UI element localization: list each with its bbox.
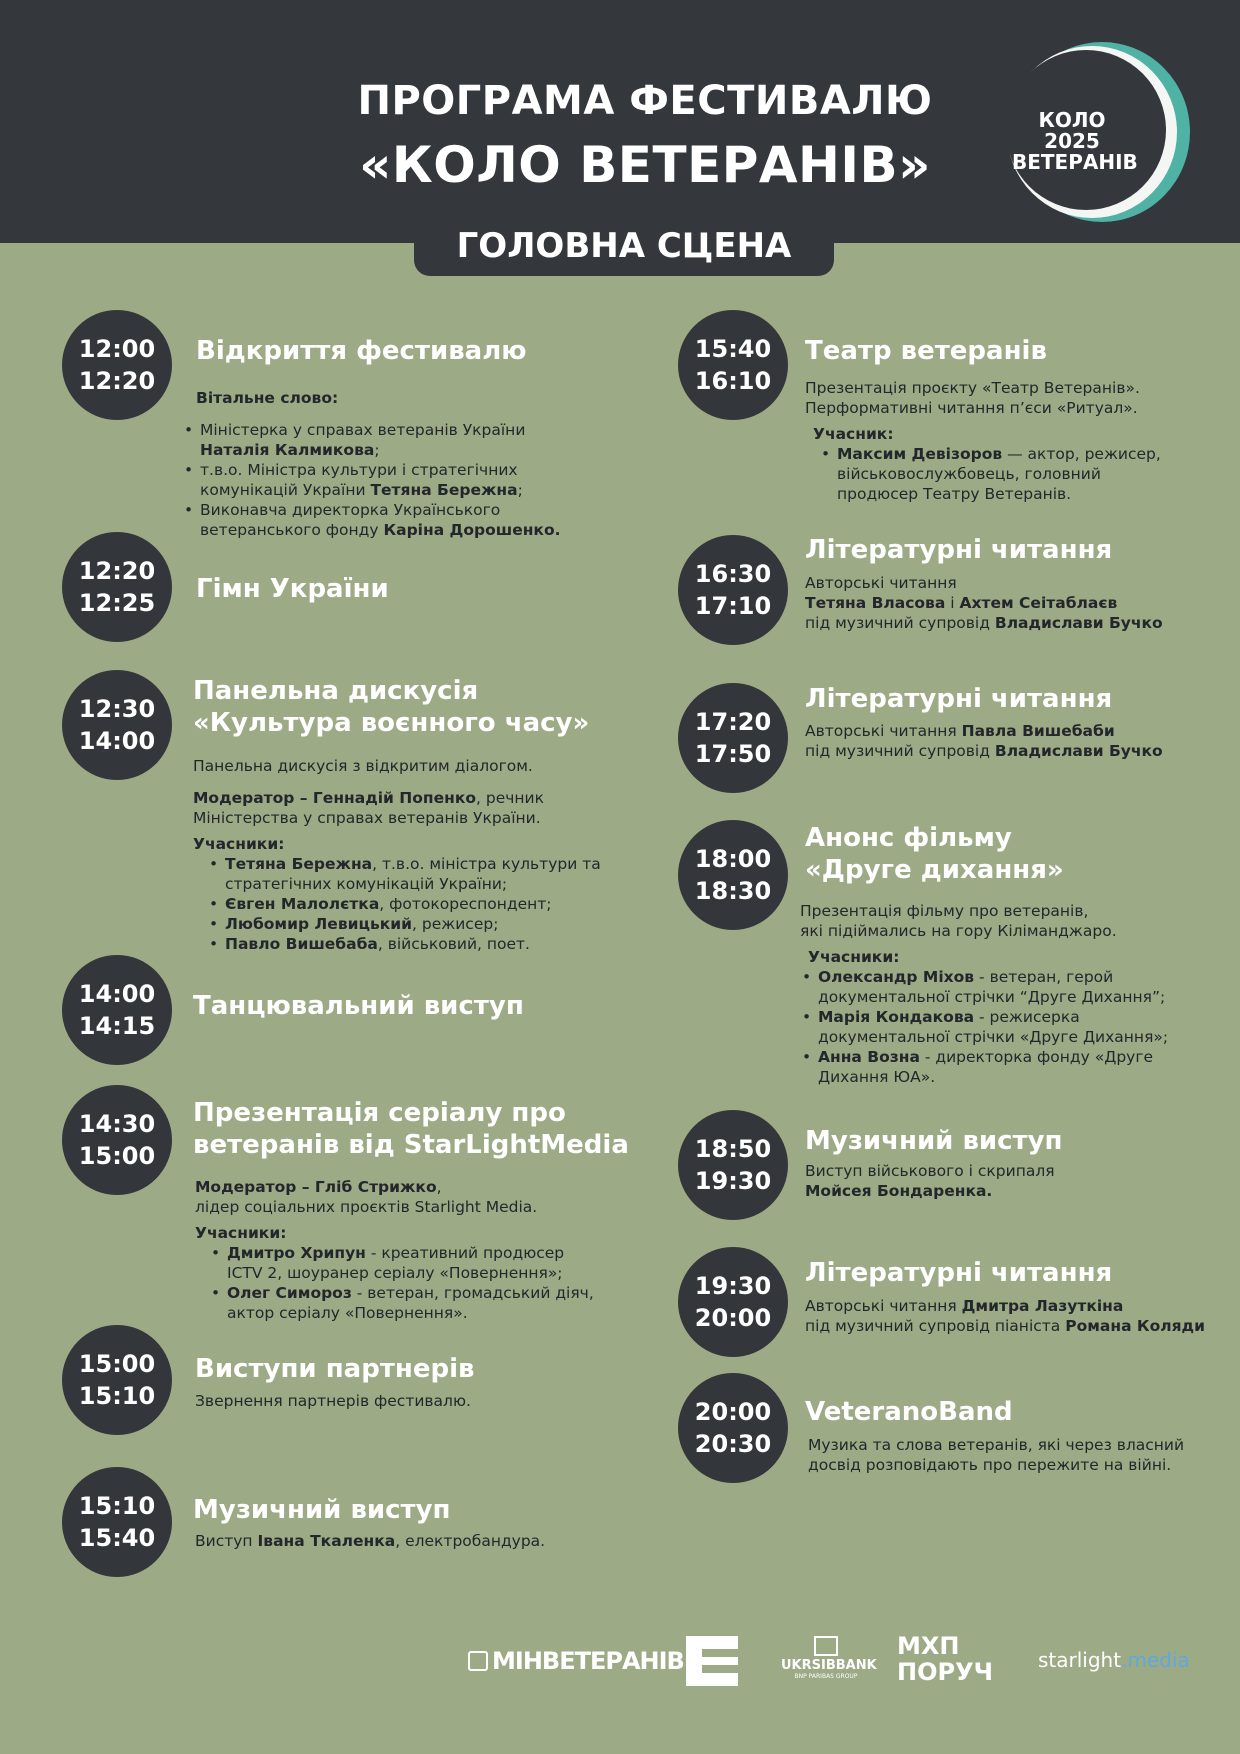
event-description: Авторські читання Дмитра Лазуткіна під музичний супровід піаніста Романа Коляди <box>805 1297 1205 1335</box>
emblem-icon <box>468 1651 488 1671</box>
ukrsibbank-emblem-icon <box>814 1636 838 1656</box>
time-badge: 16:30 17:10 <box>678 535 788 645</box>
stage-label: ГОЛОВНА СЦЕНА <box>414 216 834 276</box>
event-description: Виступ Івана Ткаленка, електробандура. <box>195 1532 546 1550</box>
list-item: • Марія Кондакова - режисерка документальної стрічки «Друге Дихання»; <box>800 1007 1168 1047</box>
event-title: Відкриття фестивалю <box>196 336 527 366</box>
ukrsibbank-logo: UKRSIBBANK BNP PARIBAS GROUP <box>781 1636 871 1680</box>
time-badge: 17:20 17:50 <box>678 683 788 793</box>
event-description: Модератор – Гліб Стрижко, лідер соціальних проєктів Starlight Media. Учасники: • Дмитро Хрипун - креативний продюсер ICTV 2, шоуранер серіалу «Повернення»; • Олег Симороз - ветеран, громадський діяч, актор серіалу «Повернення». <box>195 1177 594 1323</box>
event-title: Гімн України <box>196 574 389 604</box>
list-item: • Євген Малолєтка, фотокореспондент; <box>207 894 601 914</box>
event-description: Вітальне слово: • Міністерка у справах ветеранів України Наталія Калмикова; • т.в.о. Міністра культури і стратегічних комунікацій України Тетяна Бережна; • Виконавча директорка Українського ветеранського фонду Каріна Дорошенко. <box>196 388 561 540</box>
list-item: • Олег Симороз - ветеран, громадський діяч, актор серіалу «Повернення». <box>209 1283 594 1323</box>
event-description: Музика та слова ветеранів, які через власний досвід розповідають про пережите на війні. <box>808 1436 1185 1474</box>
list-item: • Міністерка у справах ветеранів України Наталія Калмикова; <box>182 420 561 460</box>
time-badge: 12:00 12:20 <box>62 310 172 420</box>
event-description: Виступ військового і скрипаля Мойсея Бондаренка. <box>805 1162 1055 1200</box>
time-badge: 18:00 18:30 <box>678 820 788 930</box>
page-title: ПРОГРАМА ФЕСТИВАЛЮ <box>357 78 933 124</box>
list-item: • Максим Девізоров — актор, режисер, військовослужбовець, головний продюсер Театру Ветеранів. <box>819 444 1161 504</box>
event-description: Презентація проєкту «Театр Ветеранів». Перформативні читання п’єси «Ритуал». Учасник: • Максим Девізоров — актор, режисер, військовослужбовець, головний продюсер Театру Ветеранів. <box>805 378 1161 504</box>
minveteraniv-logo: МІНВЕТЕРАНІВ <box>468 1647 684 1675</box>
starlight-media-logo: starlight.media <box>1038 1648 1190 1672</box>
list-item: • Тетяна Бережна, т.в.о. міністра культури та стратегічних комунікацій України; <box>207 854 601 894</box>
event-title: Літературні читання <box>805 684 1113 714</box>
event-title: Літературні читання <box>805 535 1113 565</box>
time-badge: 12:20 12:25 <box>62 532 172 642</box>
event-title: Анонс фільму «Друге дихання» <box>805 823 1064 885</box>
time-badge: 20:00 20:30 <box>678 1373 788 1483</box>
time-badge: 18:50 19:30 <box>678 1110 788 1220</box>
time-badge: 14:00 14:15 <box>62 955 172 1065</box>
time-badge: 12:30 14:00 <box>62 670 172 780</box>
ukrainian-veterans-fund-logo <box>686 1636 738 1686</box>
time-badge: 15:10 15:40 <box>62 1467 172 1577</box>
event-title: Виступи партнерів <box>195 1354 475 1384</box>
time-badge: 15:40 16:10 <box>678 310 788 420</box>
event-title: Театр ветеранів <box>805 336 1047 366</box>
event-title: Музичний виступ <box>805 1126 1063 1156</box>
event-title: Музичний виступ <box>193 1495 451 1525</box>
list-item: • Любомир Левицький, режисер; <box>207 914 601 934</box>
mhp-poruch-logo: МХП ПОРУЧ <box>897 1632 993 1686</box>
time-badge: 14:30 15:00 <box>62 1085 172 1195</box>
list-item: • Дмитро Хрипун - креативний продюсер ICTV 2, шоуранер серіалу «Повернення»; <box>209 1243 594 1283</box>
event-title: Презентація серіалу про ветеранів від StarLightMedia <box>193 1098 629 1160</box>
list-item: • Виконавча директорка Українського ветеранського фонду Каріна Дорошенко. <box>182 500 561 540</box>
time-badge: 19:30 20:00 <box>678 1247 788 1357</box>
event-title: Літературні читання <box>805 1258 1113 1288</box>
event-title: Танцювальний виступ <box>193 991 524 1021</box>
event-description: Авторські читання Павла Вишебаби під музичний супровід Владислави Бучко <box>805 722 1163 760</box>
event-description: Авторські читання Тетяна Власова і Ахтем Сеітаблаєв під музичний супровід Владислави Бучко <box>805 574 1163 632</box>
list-item: • т.в.о. Міністра культури і стратегічних комунікацій України Тетяна Бережна; <box>182 460 561 500</box>
event-description: Звернення партнерів фестивалю. <box>195 1392 471 1410</box>
event-title: Панельна дискусія «Культура воєнного часу» <box>193 676 590 738</box>
event-description: Панельна дискусія з відкритим діалогом. Модератор – Геннадій Попенко, речник Міністерства у справах ветеранів України. Учасники: • Тетяна Бережна, т.в.о. міністра культури та стратегічних комунікацій України; • Євген Малолєтка, фотокореспондент; • Любомир Левицький, режисер; • Павло Вишебаба, військовий, поет. <box>193 756 601 954</box>
time-badge: 15:00 15:10 <box>62 1325 172 1435</box>
event-description: Презентація фільму про ветеранів, які підіймались на гору Кіліманджаро. Учасники: • Олександр Міхов - ветеран, герой документальної стрічки “Друге Дихання”; • Марія Кондакова - режисерка документальної стрічки «Друге Дихання»; • Анна Возна - директорка фонду «Друге Дихання ЮА». <box>800 901 1168 1087</box>
festival-logo-text: КОЛО 2025 ВЕТЕРАНІВ <box>1012 108 1138 174</box>
event-title: VeteranoBand <box>805 1397 1013 1427</box>
list-item: • Анна Возна - директорка фонду «Друге Дихання ЮА». <box>800 1047 1168 1087</box>
festival-name: «КОЛО ВЕТЕРАНІВ» <box>359 136 931 194</box>
list-item: • Павло Вишебаба, військовий, поет. <box>207 934 601 954</box>
list-item: • Олександр Міхов - ветеран, герой документальної стрічки “Друге Дихання”; <box>800 967 1168 1007</box>
